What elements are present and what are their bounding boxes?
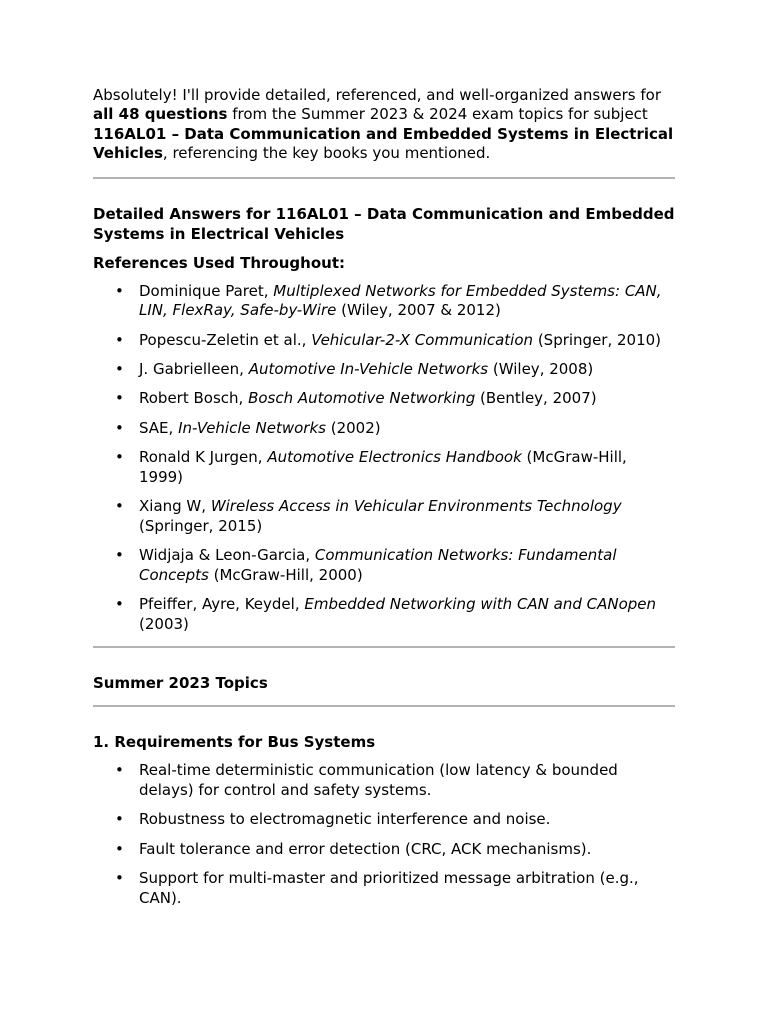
reference-title: Bosch Automotive Networking (248, 389, 476, 408)
reference-title: Automotive Electronics Handbook (267, 448, 522, 467)
reference-author: Pfeiffer, Ayre, Keydel, (139, 595, 305, 614)
list-item (93, 448, 675, 487)
divider-1 (93, 177, 675, 179)
reference-publisher: (McGraw-Hill, 2000) (208, 565, 363, 584)
divider-3 (93, 705, 675, 707)
section-heading: Summer 2023 Topics (93, 674, 268, 693)
list-item (93, 595, 675, 634)
list-item: • Real-time deterministic communication (low latency & bounded delays) for control and safety systems. (93, 761, 675, 800)
reference-publisher: (2002) (325, 418, 381, 437)
topic-heading: 1. Requirements for Bus Systems (93, 733, 376, 752)
list-item (93, 331, 675, 351)
reference-title: Embedded Networking with CAN and CANopen (304, 595, 657, 614)
list-item: • Support for multi-master and prioritized message arbitration (e.g., CAN). (93, 869, 675, 908)
reference-title: Communication Networks: Fundamental Concepts (139, 546, 617, 584)
reference-author: J. Gabrielleen, (139, 360, 249, 378)
reference-author: Popescu-Zeletin et al., (139, 330, 312, 349)
document-page (93, 86, 675, 908)
reference-publisher: (Springer, 2015) (139, 516, 263, 535)
reference-author: Ronald K Jurgen, (139, 448, 268, 467)
list-item (93, 360, 675, 380)
reference-publisher: (McGraw-Hill, 1999) (139, 448, 627, 486)
reference-author: Widjaja & Leon-Garcia, (139, 546, 315, 565)
list-item (93, 546, 675, 585)
reference-title: Vehicular-2-X Communication (311, 330, 534, 349)
intro-bold-subject: 116AL01 – Data Communication and Embedded Systems in Electrical Vehicles (93, 124, 674, 163)
reference-title: Automotive In-Vehicle Networks (248, 360, 489, 378)
reference-publisher: (Wiley, 2007 & 2012) (336, 301, 501, 320)
main-title: Detailed Answers for 116AL01 – Data Communication and Embedded Systems in Electrical Vehicles (93, 204, 675, 243)
intro-text-2: from the Summer 2023 & 2024 exam topics for subject (227, 105, 648, 124)
divider-2 (93, 646, 675, 648)
reference-author: SAE, (139, 418, 179, 437)
reference-author: Robert Bosch, (139, 389, 249, 408)
list-item: • Fault tolerance and error detection (CRC, ACK mechanisms). (93, 840, 675, 860)
list-item (93, 497, 675, 536)
reference-publisher: (Wiley, 2008) (488, 360, 594, 378)
reference-publisher: (Bentley, 2007) (475, 389, 597, 408)
intro-text-3: , referencing the key books you mentioned. (162, 144, 491, 163)
list-item (93, 282, 675, 321)
list-item: • Robustness to electromagnetic interference and noise. (93, 810, 675, 830)
reference-author: Dominique Paret, (139, 281, 274, 300)
reference-author: Xiang W, (139, 497, 211, 516)
reference-title: Wireless Access in Vehicular Environments Technology (210, 497, 622, 516)
intro-bold-questions: all 48 questions (93, 105, 228, 124)
list-item (93, 389, 675, 409)
reference-publisher: (2003) (139, 614, 189, 633)
references-list (93, 282, 675, 635)
intro-text-1: Absolutely! I'll provide detailed, referenced, and well-organized answers for (93, 86, 662, 104)
reference-title: Multiplexed Networks for Embedded Systems: CAN, LIN, FlexRay, Safe-by-Wire (139, 281, 662, 320)
reference-title: In-Vehicle Networks (178, 418, 326, 437)
intro-paragraph (93, 86, 675, 164)
reference-publisher: (Springer, 2010) (533, 330, 662, 349)
topic-list (93, 761, 675, 908)
references-heading: References Used Throughout: (93, 253, 345, 272)
list-item (93, 419, 675, 439)
